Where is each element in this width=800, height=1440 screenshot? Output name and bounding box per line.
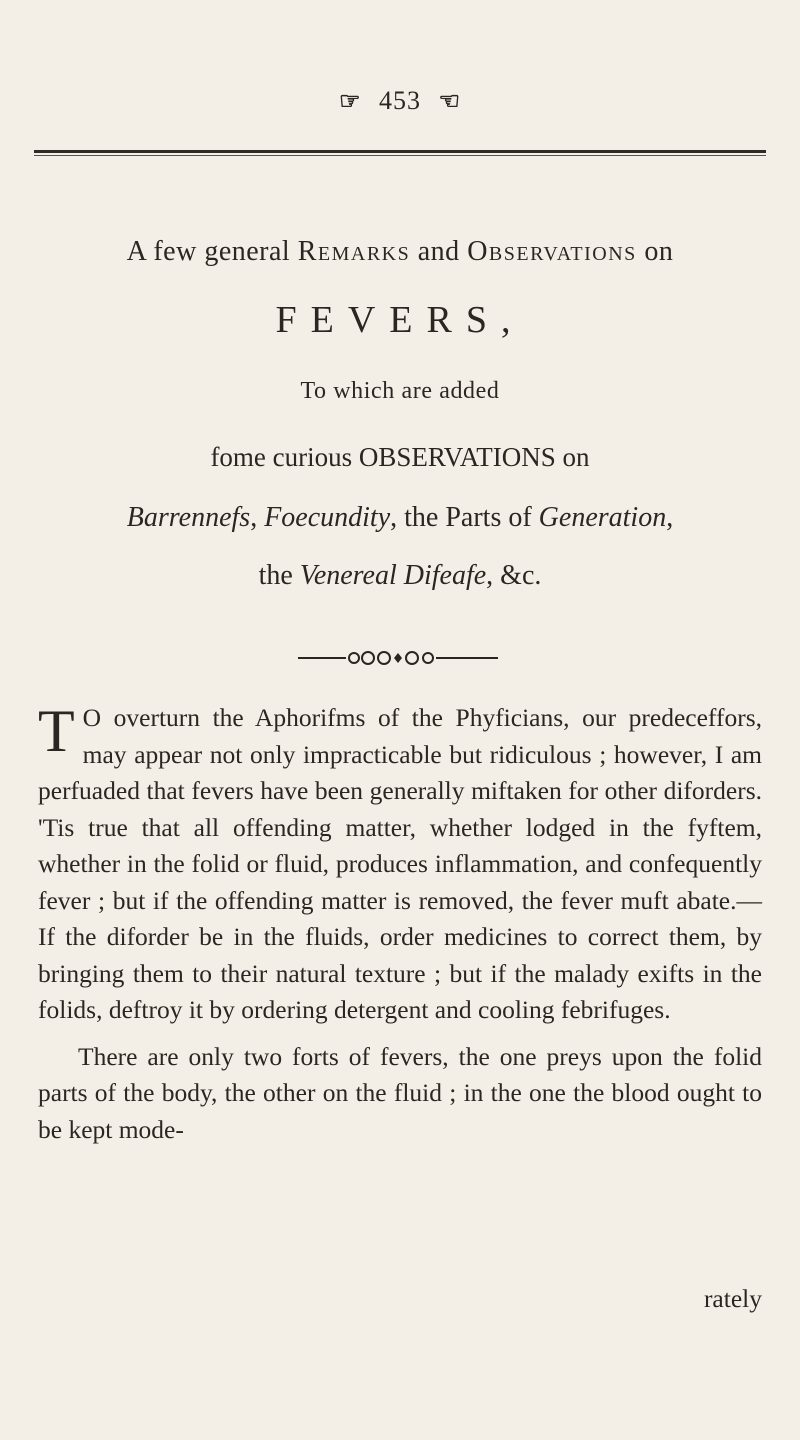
header-rule — [34, 150, 766, 153]
title-prefix: A few general — [126, 236, 298, 267]
drop-cap: T — [38, 698, 75, 764]
pointing-hand-left-icon: ☞ — [338, 89, 362, 115]
title-generation: Generation — [538, 502, 667, 533]
title-comma-end: , — [666, 502, 674, 533]
title-foecundity: Foecundity — [264, 502, 391, 533]
page-header — [0, 86, 800, 116]
title-line-1 — [0, 236, 800, 268]
title-parts-of: , the Parts of — [390, 502, 539, 533]
title-the: the — [258, 560, 300, 591]
title-line-5 — [0, 502, 800, 534]
title-comma: , — [250, 502, 265, 533]
ornament-divider-icon — [298, 648, 498, 668]
title-on: on — [636, 236, 674, 267]
header-rule-thin — [34, 155, 766, 156]
paragraph-1-text: O overturn the Aphorifms of the Phyficians, our predeceffors, may appear not only impracticable but ridiculous ; however, I am perfuaded that fevers have been generally miftaken for other diforders. 'Tis true that all offending matter, whether lodged in the fyftem, whether in the folid or fluid, produces inflammation, and confequently fever ; but if the offending matter is removed, the fever muft abate.— If the diforder be in the fluids, order medicines to correct them, by bringing them to their natural texture ; but if the malady exifts in the folids, deftroy it by ordering detergent and cooling febrifuges. — [38, 703, 762, 1024]
title-line-4: fome curious OBSERVATIONS on — [210, 442, 590, 472]
title-venereal-disease: Venereal Difeafe — [299, 560, 487, 591]
title-line-3: To which are added — [300, 378, 500, 404]
paragraph-2: There are only two forts of fevers, the one preys upon the folid parts of the body, the other on the fluid ; in the one the blood ought to be kept mode- — [38, 1041, 762, 1144]
title-observations: Observations — [467, 236, 637, 267]
title-remarks: Remarks — [297, 236, 411, 267]
title-fevers: FEVERS, — [275, 299, 525, 341]
title-line-6 — [0, 560, 800, 592]
title-etc: , &c. — [486, 560, 542, 591]
pointing-hand-right-icon: ☜ — [438, 89, 462, 115]
catchword: rately — [703, 1284, 762, 1313]
title-barrennefs: Barrennefs — [126, 502, 251, 533]
page-number: 453 — [379, 86, 421, 115]
body-text — [38, 700, 762, 1148]
paragraph-1 — [38, 700, 762, 1029]
title-and: and — [410, 236, 468, 267]
